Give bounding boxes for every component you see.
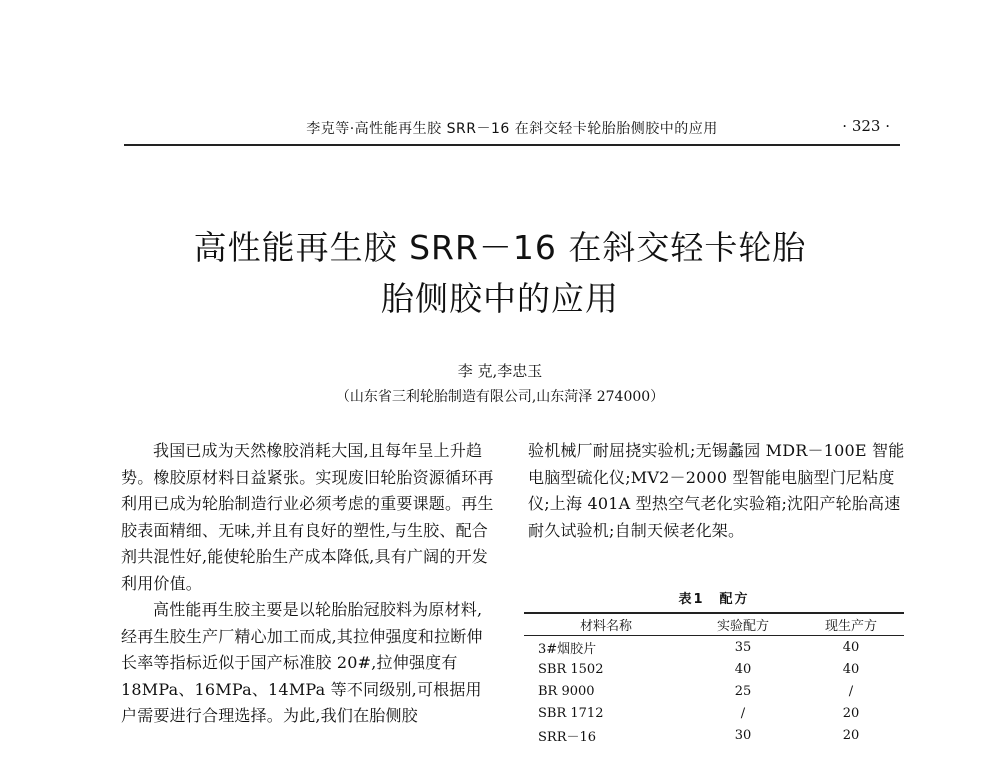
table-row [524,680,904,702]
cell-current: 20 [842,727,860,743]
table-row [524,636,904,659]
cell-current: 40 [842,661,860,677]
cell-current: / [848,683,854,699]
article-title-line-1: 高性能再生胶 SRR－16 在斜交轻卡轮胎 [193,228,807,267]
article-title-line-2: 胎侧胶中的应用 [381,279,619,318]
page-number: · 323 · [842,117,890,135]
cell-material: SBR 1712 [538,705,604,721]
cell-experimental: 35 [734,639,752,655]
running-head-title: 李克等·高性能再生胶 SRR－16 在斜交轻卡轮胎胎侧胶中的应用 [306,121,718,137]
table-caption: 表1 配方 [678,592,750,607]
cell-material: SBR 1502 [538,661,604,677]
cell-experimental: / [740,705,746,721]
paragraph-material: 高性能再生胶主要是以轮胎胎冠胶料为原材料,经再生胶生产厂精心加工而成,其拉伸强度和拉断伸长率等指标近似于国产标准胶 20#,拉伸强度有 18MPa、16MPa、14MPa 等不同级别,可根据用户需要进行合理选择。为此,我们在胎侧胶 [121,600,483,725]
right-column [528,438,908,544]
table-header-row [524,613,904,636]
cell-current: 20 [842,705,860,721]
cell-experimental: 40 [734,661,752,677]
header-experimental-formula: 实验配方 [688,613,798,636]
cell-material: SRR－16 [538,729,597,745]
cell-current: 40 [842,639,860,655]
table-row [524,702,904,724]
header-material-name: 材料名称 [524,613,688,636]
authors: 李 克,李忠玉 [457,362,543,380]
cell-experimental: 25 [734,683,752,699]
cell-experimental: 30 [734,727,752,743]
table-row [524,724,904,746]
cell-material: 3#烟胶片 [538,641,597,657]
cell-material: BR 9000 [538,683,595,699]
running-head [124,116,900,146]
paragraph-equipment: 验机械厂耐屈挠实验机;无锡蠡园 MDR－100E 智能电脑型硫化仪;MV2－2000 型智能电脑型门尼粘度仪;上海 401A 型热空气老化实验箱;沈阳产轮胎高速耐久试验机;自制天候老化架。 [528,441,905,540]
left-column [121,438,496,730]
table-row [524,658,904,680]
paragraph-intro: 我国已成为天然橡胶消耗大国,且每年呈上升趋势。橡胶原材料日益紧张。实现废旧轮胎资源循环再利用已成为轮胎制造行业必须考虑的重要课题。再生胶表面精细、无味,并且有良好的塑性,与生胶、配合剂共混性好,能使轮胎生产成本降低,具有广阔的开发利用价值。 [121,441,494,593]
header-current-formula: 现生产方 [798,613,904,636]
formula-table [524,612,904,746]
affiliation: （山东省三利轮胎制造有限公司,山东菏泽 274000） [335,389,665,405]
